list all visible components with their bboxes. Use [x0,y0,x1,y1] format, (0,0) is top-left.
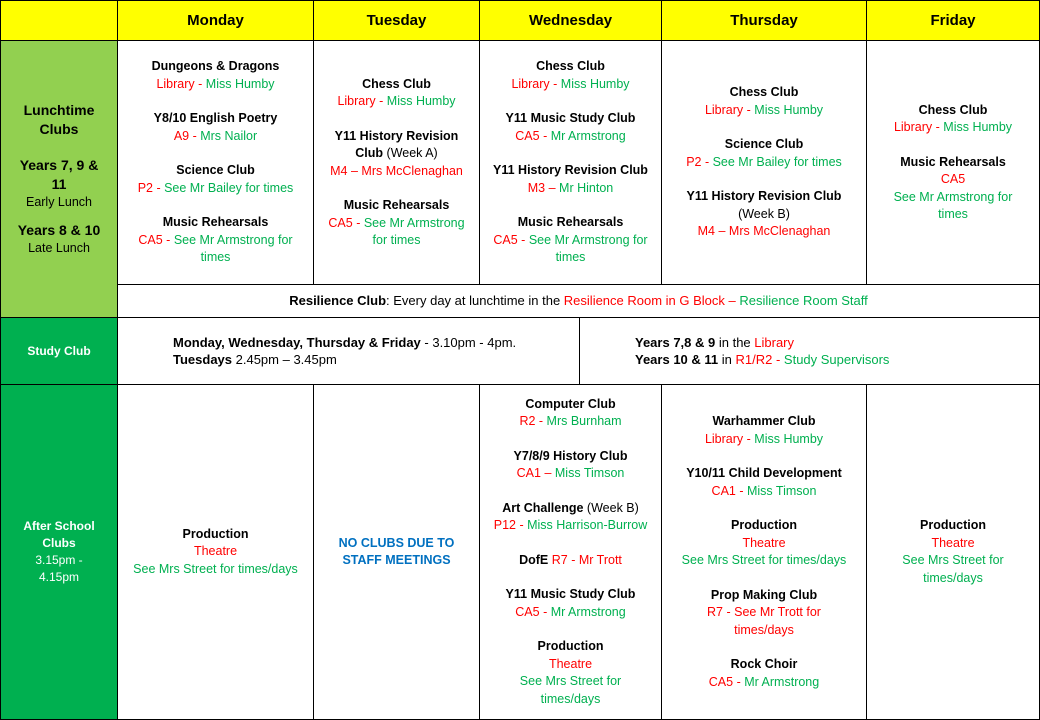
club-name: Music Rehearsals [343,198,450,212]
club-name: Y11 Music Study Club [505,587,636,602]
club-name: Y8/10 English Poetry [153,111,278,126]
club-staff: Miss Timson [746,483,817,498]
club-room: P2 [137,180,153,195]
club-room: CA1 [516,466,541,481]
club-room: M3 [527,180,546,195]
club-staff: See Mr Armstrong for times [363,215,465,247]
club-name: Rock Choir [730,657,798,671]
club-name: Y11 Music Study Club [505,111,636,126]
club-staff: See Mrs Street for times/days [133,561,298,576]
club-staff: See Mr Trott for times/days [734,605,821,637]
resilience-text: : Every day at lunchtime in the [386,293,564,309]
club-staff: See Mr Bailey for times [164,180,294,195]
club-room: R7 [707,605,724,619]
club-room: CA5 [940,172,966,186]
club-staff: Miss Humby [754,431,824,446]
club-name: Prop Making Club [710,587,818,602]
club-staff: See Mr Armstrong for times [528,232,648,265]
club-staff: Miss Humby [386,94,456,108]
club-room: Theatre [742,535,786,550]
club-sep: - [535,414,547,429]
club-room: Library [704,102,744,117]
resilience-room: Resilience Room in G Block [563,293,725,309]
club-name: Chess Club [918,102,988,117]
after-thursday [661,384,867,720]
study-rooms-cell [579,317,1040,385]
club-staff: Mrs McClenaghan [728,224,831,239]
club-name: Y7/8/9 History Club [513,448,628,463]
club-sep: - [194,76,206,91]
lunchtime-side-cell [0,40,118,318]
lunch-monday [117,40,314,285]
club-sep: – [540,466,555,481]
club-sep: - [539,128,551,143]
club-name: Music Rehearsals [900,154,1006,169]
club-staff: See Mr Bailey for times [712,154,842,169]
late-lunch-note: Late Lunch [28,241,90,255]
club-week: (Week A) [383,146,438,160]
corner-cell [0,0,118,41]
club-staff: See Mrs Street for times/days [519,674,622,706]
club-sep: - [743,431,755,446]
club-sep: - [733,674,745,689]
header-thursday: Thursday [661,0,867,41]
club-room: CA5 [515,604,540,619]
after-wednesday [479,384,662,720]
years-late-lunch: Years 8 & 10 [17,222,101,238]
club-staff: Miss Humby [560,76,630,91]
club-staff: See Mr Armstrong for times [893,189,1013,221]
club-staff: Mr Armstrong [550,128,626,143]
club-room: Theatre [193,544,238,559]
club-name: Production [537,639,604,654]
club-room: Library [337,94,376,108]
study-r2-room: R1/R2 [735,352,773,367]
after-monday [117,384,314,720]
club-name: Computer Club [525,396,616,411]
club-week: (Week B) [738,206,790,221]
lunch-tuesday [313,40,480,285]
club-room: Theatre [931,535,975,550]
club-room: CA1 [711,483,736,498]
club-staff: Mr Hinton [559,180,614,195]
club-staff: Miss Humby [205,76,275,91]
after-school-title: After School Clubs [23,519,95,550]
years-early-lunch: Years 7, 9 & 11 [19,156,99,192]
club-name: Y10/11 Child Development [686,466,842,480]
club-name: Science Club [724,137,804,152]
club-name: Y11 History Revision Club [334,128,459,160]
club-staff: See Mr Armstrong for times [173,232,293,265]
after-tuesday [313,384,480,720]
club-staff: Miss Humby [754,102,824,117]
club-staff: Mr Armstrong [744,674,820,689]
club-sep: - [743,102,755,117]
lunch-friday [866,40,1040,285]
club-sep: - [735,483,747,498]
club-name: Chess Club [729,85,799,100]
study-days: Monday, Wednesday, Thursday & Friday [173,334,421,350]
club-sep: – [347,163,362,178]
club-sep: - [723,605,735,619]
resilience-staff: Resilience Room Staff [739,293,868,309]
club-sep: - [189,128,201,143]
club-name: Y11 History Revision Club [686,189,842,204]
study-times-cell [117,317,580,385]
club-week: (Week B) [583,500,639,515]
resilience-sep: – [724,293,740,309]
club-sep: - [549,76,561,91]
club-sep: - [932,120,944,134]
club-sep: - [701,154,713,169]
club-name: Production [182,526,249,541]
club-staff: See Mrs Street for times/days [681,553,847,567]
club-room: Library [156,76,195,91]
club-sep: - [375,94,387,108]
club-sep: - [162,232,174,247]
club-room: R7 [551,552,568,567]
resilience-row [117,284,1040,318]
club-staff: Miss Harrison-Burrow [527,518,648,533]
club-staff: Miss Humby [943,120,1013,134]
club-room: R2 [519,414,536,429]
study-club-title: Study Club [27,343,91,358]
header-tuesday: Tuesday [313,0,480,41]
club-room: Library [704,431,744,446]
club-room: CA5 [328,215,353,230]
study-r2-staff: Study Supervisors [783,352,890,367]
club-name: Production [731,518,797,532]
lunchtime-title: Lunchtime Clubs [23,101,95,137]
study-r2-sep: - [772,352,784,367]
club-room: P12 [493,518,516,533]
study-r2-text: in [718,352,736,367]
header-wednesday: Wednesday [479,0,662,41]
club-name: Chess Club [362,76,431,91]
study-days-time: - 3.10pm - 4pm. [420,334,517,350]
club-sep: - [352,215,364,230]
club-name: Y11 History Revision Club [493,163,648,178]
club-room: CA5 [708,674,734,689]
study-years-lower: Years 7,8 & 9 [635,334,716,350]
lunch-thursday [661,40,867,285]
club-name: Science Club [176,163,255,178]
club-room: Library [511,76,550,91]
club-staff: See Mrs Street for times/days [902,553,1004,585]
study-tuesday: Tuesdays [173,352,233,367]
club-name: Chess Club [536,59,605,74]
club-room: P2 [686,154,702,169]
club-sep: - [515,518,528,533]
club-room: A9 [173,128,190,143]
club-name: Dungeons & Dragons [151,59,280,74]
club-room: M4 [330,163,348,178]
header-monday: Monday [117,0,314,41]
study-years-upper: Years 10 & 11 [635,352,719,367]
club-name: Production [920,518,986,532]
after-friday [866,384,1040,720]
study-r1-text: in the [715,334,755,350]
after-school-side [0,384,118,720]
club-staff: Mrs Burnham [546,414,622,429]
club-staff: Mrs Nailor [200,128,258,143]
club-name: Art Challenge [502,500,584,515]
no-clubs-notice: NO CLUBS DUE TO STAFF MEETINGS [338,535,455,567]
club-room: Library [893,120,933,134]
study-club-side [0,317,118,385]
club-sep: – [545,180,560,195]
study-tuesday-time: 2.45pm – 3.45pm [232,352,337,367]
club-room: CA5 [515,128,540,143]
club-sep: - [539,604,551,619]
club-room: Theatre [548,656,593,671]
club-sep: - [517,232,529,247]
club-staff: Mr Armstrong [550,604,626,619]
after-school-time: 3.15pm - 4.15pm [35,553,83,584]
club-name: Music Rehearsals [517,215,624,230]
club-sep: - [152,180,165,195]
club-staff: Mr Trott [578,552,622,567]
club-room: M4 [697,224,716,239]
lunch-wednesday [479,40,662,285]
header-friday: Friday [866,0,1040,41]
club-name: DofE [519,552,549,567]
club-name: Warhammer Club [712,414,816,428]
club-staff: Mrs McClenaghan [361,163,463,178]
study-r1-room: Library [754,334,795,350]
club-staff: Miss Timson [554,466,625,481]
early-lunch-note: Early Lunch [25,194,92,209]
resilience-label: Resilience Club [289,293,387,309]
club-room: CA5 [493,232,518,247]
club-sep: - [567,552,579,567]
club-name: Music Rehearsals [162,215,269,230]
club-room: CA5 [138,232,163,247]
club-sep: – [715,224,729,239]
